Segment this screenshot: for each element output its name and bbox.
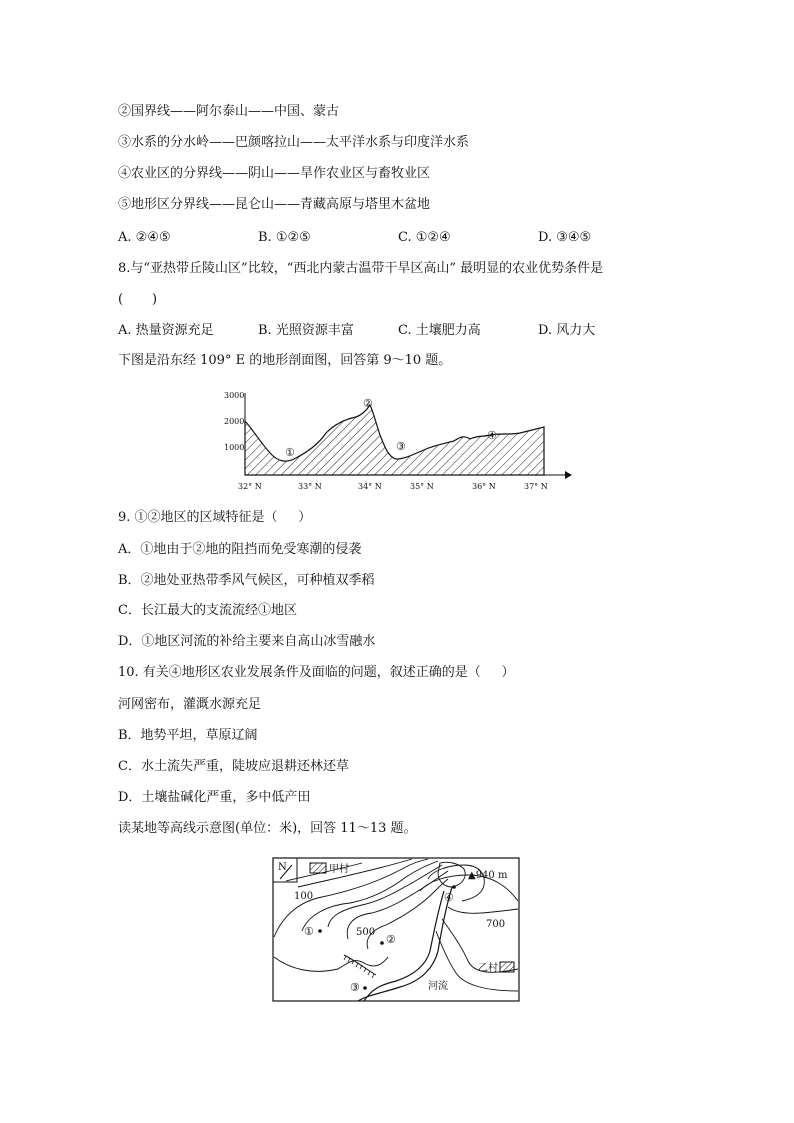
q8-option-a: A. 热量资源充足 xyxy=(118,323,214,338)
q10-option-c: C．水土流失严重，陡坡应退耕还林还草 xyxy=(118,759,349,774)
q9-option-d: D．①地区河流的补给主要来自高山冰雪融水 xyxy=(118,634,376,649)
x-tick-34n: 34° N xyxy=(358,482,382,491)
x-tick-36n: 36° N xyxy=(472,482,496,491)
profile-marker-4: ④ xyxy=(487,429,497,442)
peak-label: ▲940 m xyxy=(468,870,508,881)
q7-item-2: ②国界线——阿尔泰山——中国、蒙古 xyxy=(118,104,340,119)
q9-option-c: C．长江最大的支流流经①地区 xyxy=(118,603,297,618)
map-point-3 xyxy=(363,986,367,990)
q9-option-b: B．②地处亚热带季风气候区，可种植双季稻 xyxy=(118,573,375,588)
contour-label-700: 700 xyxy=(486,919,506,930)
map-marker-2: ② xyxy=(386,933,396,946)
q8-option-b: B. 光照资源丰富 xyxy=(258,323,354,338)
contour-label-500: 500 xyxy=(356,927,376,938)
q8-option-d: D. 风力大 xyxy=(538,323,596,338)
village-b-icon xyxy=(500,962,514,972)
q10-stem: 10. 有关④地形区农业发展条件及面临的问题，叙述正确的是（ ） xyxy=(118,665,515,680)
terrain-profile xyxy=(245,405,544,475)
y-tick-1000: 1000 xyxy=(224,443,245,452)
intro-q9-10: 下图是沿东经 109° E 的地形剖面图，回答第 9～10 题。 xyxy=(118,353,452,368)
q8-stem: 8.与“亚热带丘陵山区”比较，“西北内蒙古温带干旱区高山” 最明显的农业优势条件是 xyxy=(118,261,604,276)
y-tick-2000: 2000 xyxy=(224,417,245,426)
x-tick-33n: 33° N xyxy=(298,482,322,491)
terrain-profile-figure xyxy=(220,383,580,495)
q10-option-d: D．土壤盐碱化严重，多中低产田 xyxy=(118,790,311,805)
profile-marker-2: ② xyxy=(363,397,373,410)
q7-option-b: B. ①②⑤ xyxy=(258,230,311,245)
map-marker-1: ① xyxy=(304,925,314,938)
x-tick-37n: 37° N xyxy=(524,482,548,491)
river-label: 河流 xyxy=(428,981,448,992)
q8-paren: ( ) xyxy=(118,292,158,307)
x-axis-arrow xyxy=(565,471,572,479)
q9-option-a: A．①地由于②地的阻挡而免受寒潮的侵袭 xyxy=(118,542,362,557)
x-tick-35n: 35° N xyxy=(410,482,434,491)
map-point-2 xyxy=(380,941,384,945)
q7-option-c: C. ①②④ xyxy=(398,230,451,245)
q7-item-4: ④农业区的分界线——阴山——旱作农业区与畜牧业区 xyxy=(118,166,431,181)
map-point-1 xyxy=(318,929,322,933)
q7-item-3: ③水系的分水岭——巴颜喀拉山——太平洋水系与印度洋水系 xyxy=(118,135,470,150)
north-label: N xyxy=(278,862,287,873)
q10-option-a: 河网密布，灌溉水源充足 xyxy=(118,697,262,712)
q7-option-a: A. ②④⑤ xyxy=(118,230,171,245)
q7-item-5: ⑤地形区分界线——昆仑山——青藏高原与塔里木盆地 xyxy=(118,197,431,212)
map-marker-3: ③ xyxy=(350,981,360,994)
y-tick-3000: 3000 xyxy=(224,391,245,400)
q10-option-b: B．地势平坦，草原辽阔 xyxy=(118,728,258,743)
profile-marker-3: ③ xyxy=(396,440,406,453)
q7-option-d: D. ③④⑤ xyxy=(538,230,592,245)
map-point-4 xyxy=(452,885,456,889)
q9-stem: 9. ①②地区的区域特征是（ ） xyxy=(118,510,312,525)
map-marker-4: ④ xyxy=(444,891,454,904)
q8-option-c: C. 土壤肥力高 xyxy=(398,323,481,338)
x-tick-32n: 32° N xyxy=(238,482,262,491)
village-b-label: 乙村 xyxy=(478,963,498,974)
profile-marker-1: ① xyxy=(285,446,295,459)
village-a-legend-label: 甲村 xyxy=(329,864,349,875)
contour-map-figure xyxy=(272,857,520,1003)
contour-label-100: 100 xyxy=(294,891,314,902)
intro-q11-13: 读某地等高线示意图(单位：米)，回答 11～13 题。 xyxy=(118,821,417,836)
village-a-legend-icon xyxy=(310,863,326,873)
